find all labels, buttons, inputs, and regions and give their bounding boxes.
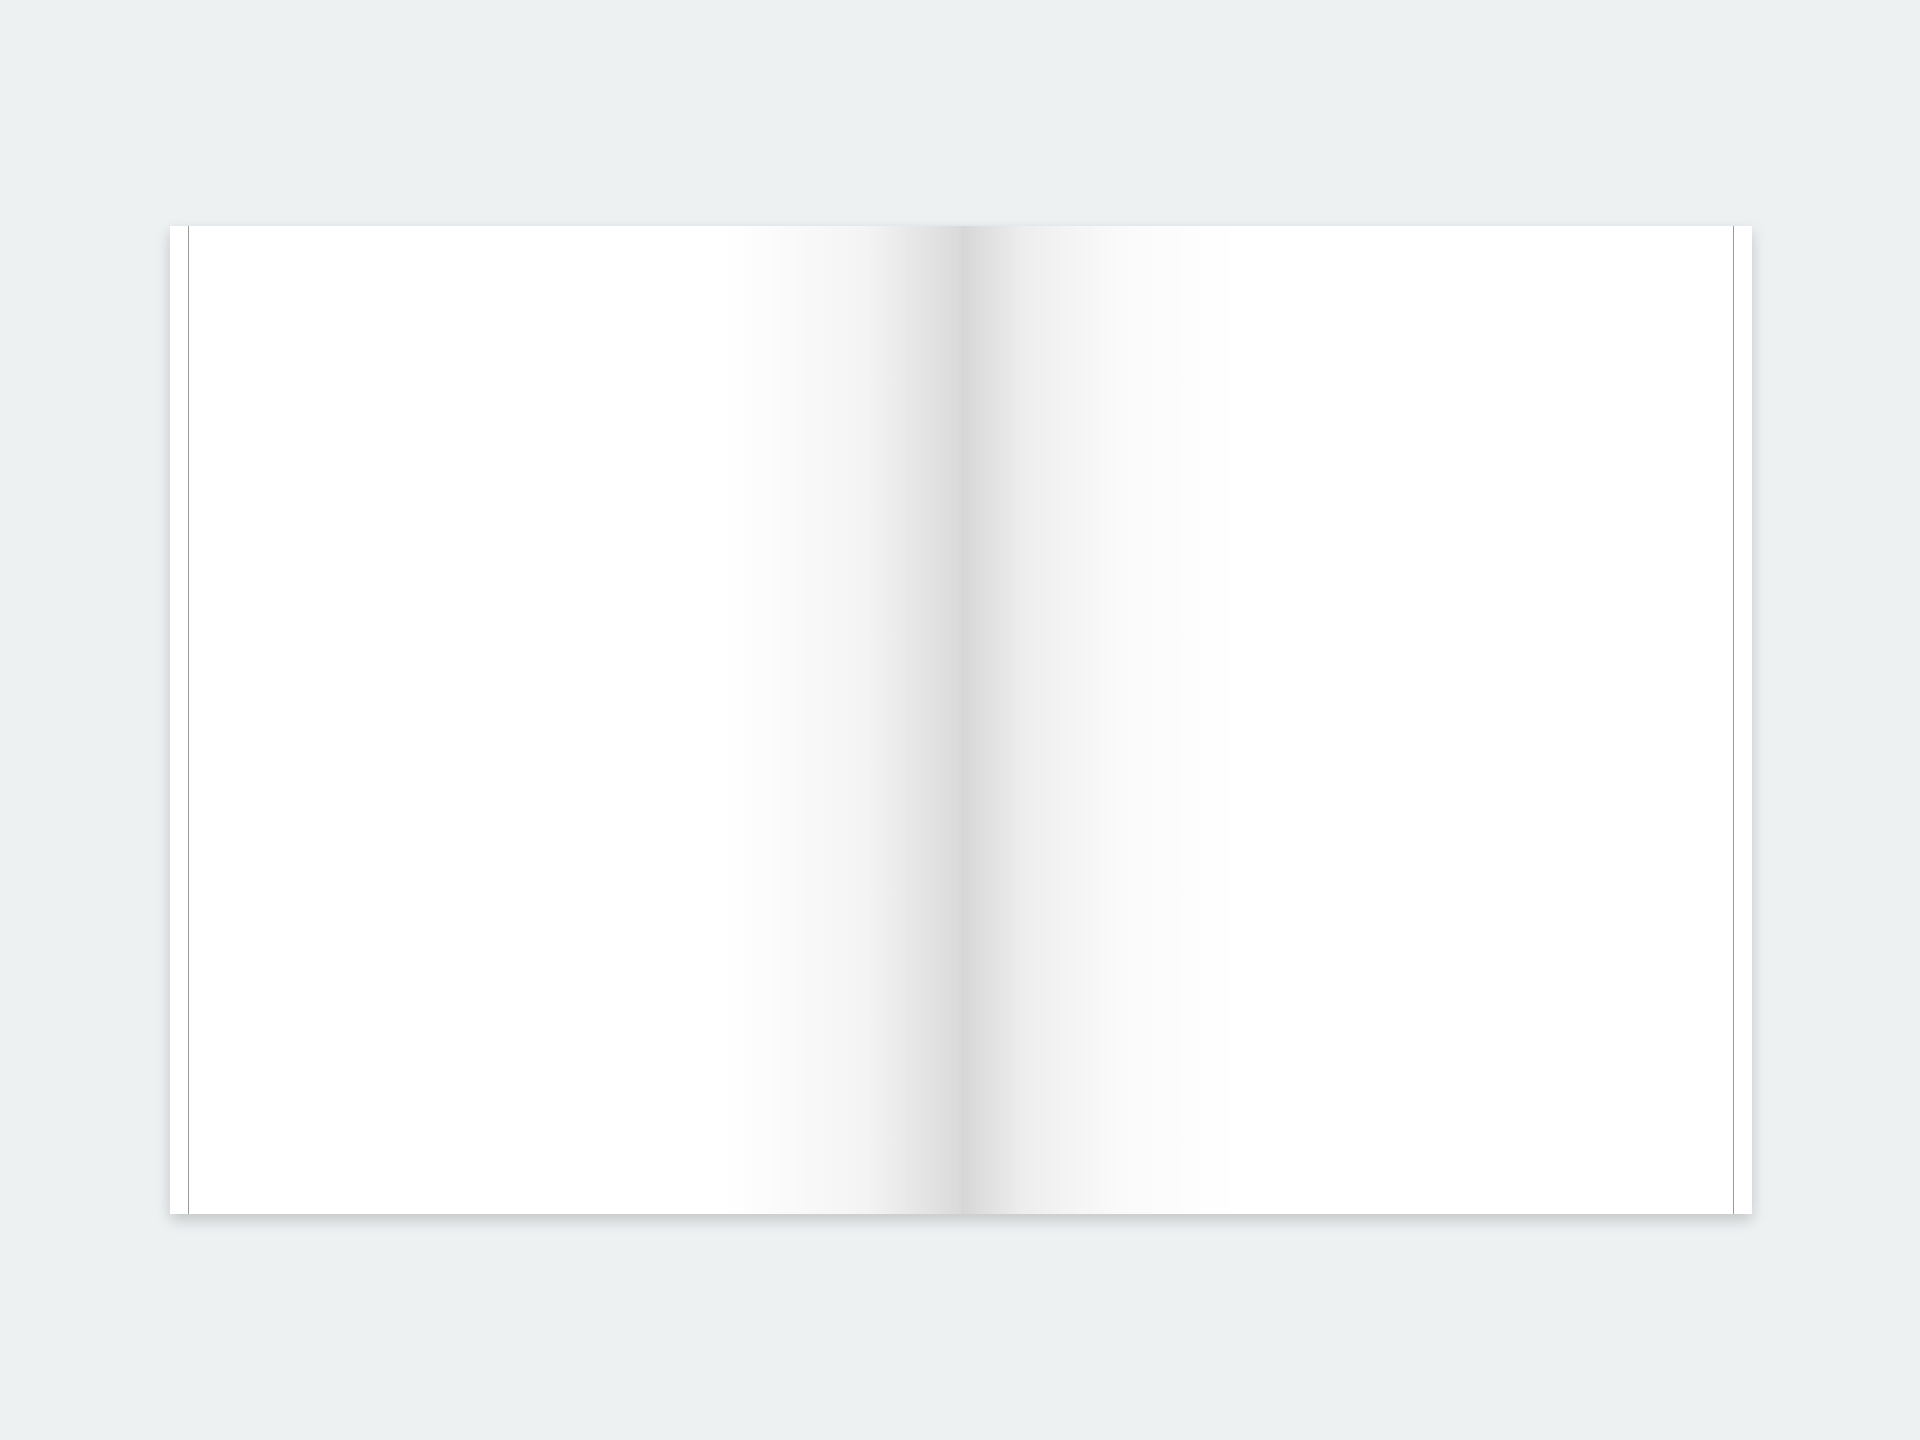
left-page xyxy=(170,226,961,1214)
right-page xyxy=(961,226,1752,1214)
page-edge-line xyxy=(1733,226,1734,1214)
page-edge-line xyxy=(188,226,189,1214)
book-spread xyxy=(170,226,1752,1214)
margin-reference xyxy=(170,226,188,1214)
